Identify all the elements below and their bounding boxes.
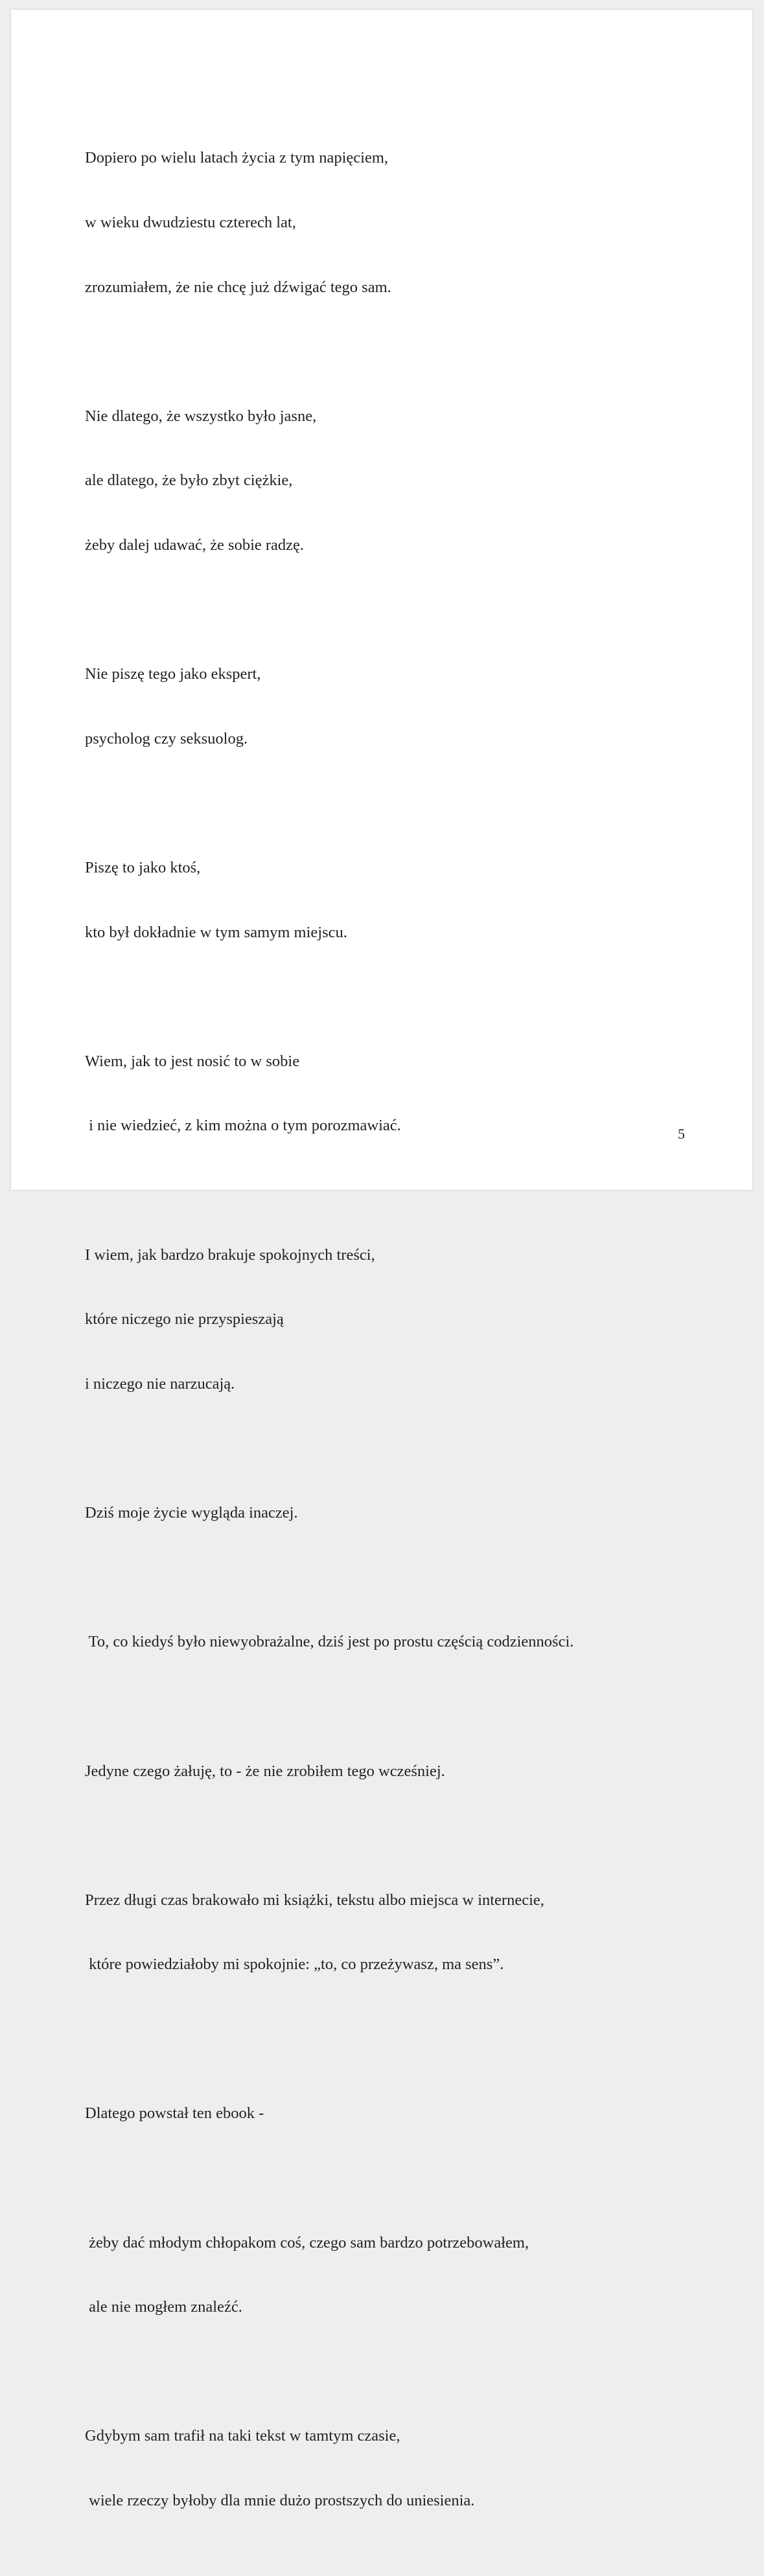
text-line: kto był dokładnie w tym samym miejscu. [85,923,347,941]
paragraph [85,1201,700,1437]
text-line: ale dlatego, że było zbyt ciężkie, [85,472,293,490]
paragraph [85,2382,700,2555]
text-line: Nie dlatego, że wszystko było jasne, [85,407,317,425]
paragraph [85,814,700,986]
text-line: I wiem, jak bardzo brakuje spokojnych treści, [85,1246,375,1264]
text-line: żeby dalej udawać, że sobie radzę. [85,536,305,554]
text-line: Dziś moje życie wygląda inaczej. [85,1504,298,1522]
paragraph [85,362,700,598]
paragraph [85,2060,700,2167]
text-line: Piszę to jako ktoś, [85,859,201,877]
text-line: w wieku dwudziestu czterech lat, [85,214,296,232]
text-line: które powiedziałoby mi spokojnie: „to, co przeżywasz, ma sens”. [85,1955,504,1974]
body-text [85,104,700,2576]
text-line: Jedyne czego żałuję, to - że nie zrobiłem tego wcześniej. [85,1762,445,1780]
text-line: i niczego nie narzucają. [85,1374,235,1393]
text-line: Dlatego powstał ten ebook - [85,2104,264,2123]
text-line: zrozumiałem, że nie chcę już dźwigać tego sam. [85,278,391,296]
text-line: psycholog czy seksuolog. [85,729,248,747]
paragraph [85,1007,700,1180]
text-line: Wiem, jak to jest nosić to w sobie [85,1052,300,1070]
paragraph [85,1588,700,1696]
paragraph [85,621,700,793]
paragraph [85,1459,700,1567]
text-line: Gdybym sam trafił na taki tekst w tamtym czasie, [85,2427,400,2445]
text-line: Nie piszę tego jako ekspert, [85,665,261,683]
text-line: wiele rzeczy byłoby dla mnie dużo prostszych do uniesienia. [85,2491,475,2509]
document-page [11,10,752,2509]
text-line: Dopiero po wielu latach życia z tym napięciem, [85,149,389,167]
text-line: To, co kiedyś było niewyobrażalne, dziś jest po prostu częścią codzienności. [85,1633,574,1651]
text-line: i nie wiedzieć, z kim można o tym porozmawiać. [85,1117,401,1135]
paragraph [85,1717,700,1825]
page-number: 5 [678,1126,685,1142]
text-line: Przez długi czas brakowało mi książki, tekstu albo miejsca w internecie, [85,1891,544,1909]
paragraph [85,1846,700,2018]
text-line: ale nie mogłem znaleźć. [85,2298,242,2316]
paragraph [85,2189,700,2361]
text-line: które niczego nie przyspieszają [85,1310,284,1328]
paragraph [85,104,700,341]
text-line: żeby dać młodym chłopakom coś, czego sam bardzo potrzebowałem, [85,2233,529,2251]
